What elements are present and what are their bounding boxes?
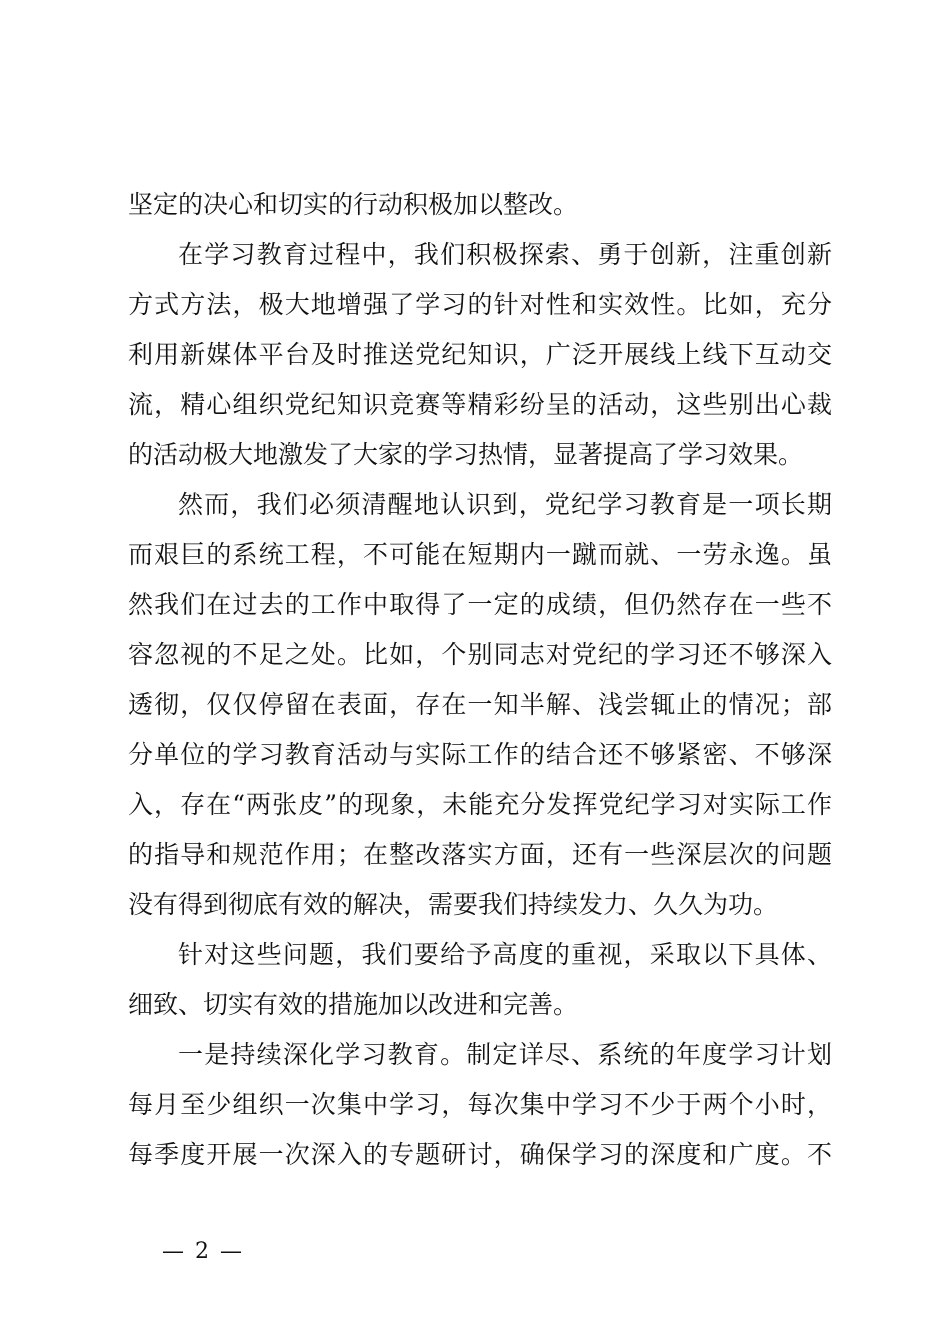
text-line: 入，存在“两张皮”的现象，未能充分发挥党纪学习对实际工作 bbox=[128, 790, 832, 819]
text-line: 分单位的学习教育活动与实际工作的结合还不够紧密、不够深 bbox=[128, 740, 832, 769]
text-line: 每季度开展一次深入的专题研讨，确保学习的深度和广度。不 bbox=[128, 1140, 832, 1169]
page-number: — 2 — bbox=[162, 1239, 244, 1264]
text-line: 的指导和规范作用；在整改落实方面，还有一些深层次的问题 bbox=[128, 840, 832, 869]
paragraph bbox=[128, 480, 832, 930]
text-line: 利用新媒体平台及时推送党纪知识，广泛开展线上线下互动交 bbox=[128, 340, 832, 369]
text-line: 然我们在过去的工作中取得了一定的成绩，但仍然存在一些不 bbox=[128, 590, 832, 619]
text-line: 每月至少组织一次集中学习，每次集中学习不少于两个小时， bbox=[128, 1090, 832, 1119]
text-line: 针对这些问题，我们要给予高度的重视，采取以下具体、 bbox=[178, 940, 832, 969]
text-line: 容忽视的不足之处。比如，个别同志对党纪的学习还不够深入 bbox=[128, 640, 832, 669]
paragraph bbox=[128, 230, 832, 480]
text-line: 流，精心组织党纪知识竞赛等精彩纷呈的活动，这些别出心裁 bbox=[128, 390, 832, 419]
text-line: 没有得到彻底有效的解决，需要我们持续发力、久久为功。 bbox=[128, 890, 779, 919]
paragraph bbox=[128, 930, 832, 1030]
document-body bbox=[128, 180, 832, 1180]
text-line: 的活动极大地激发了大家的学习热情，显著提高了学习效果。 bbox=[128, 440, 804, 469]
paragraph bbox=[128, 180, 832, 230]
text-line: 透彻，仅仅停留在表面，存在一知半解、浅尝辄止的情况；部 bbox=[128, 690, 832, 719]
text-line: 细致、切实有效的措施加以改进和完善。 bbox=[128, 990, 579, 1019]
text-line: 然而，我们必须清醒地认识到，党纪学习教育是一项长期 bbox=[178, 490, 832, 519]
text-line: 坚定的决心和切实的行动积极加以整改。 bbox=[128, 190, 579, 219]
text-line: 一是持续深化学习教育。制定详尽、系统的年度学习计划 bbox=[178, 1040, 832, 1069]
text-line: 在学习教育过程中，我们积极探索、勇于创新，注重创新 bbox=[178, 240, 832, 269]
paragraph bbox=[128, 1030, 832, 1180]
text-line: 方式方法，极大地增强了学习的针对性和实效性。比如，充分 bbox=[128, 290, 832, 319]
text-line: 而艰巨的系统工程，不可能在短期内一蹴而就、一劳永逸。虽 bbox=[128, 540, 832, 569]
